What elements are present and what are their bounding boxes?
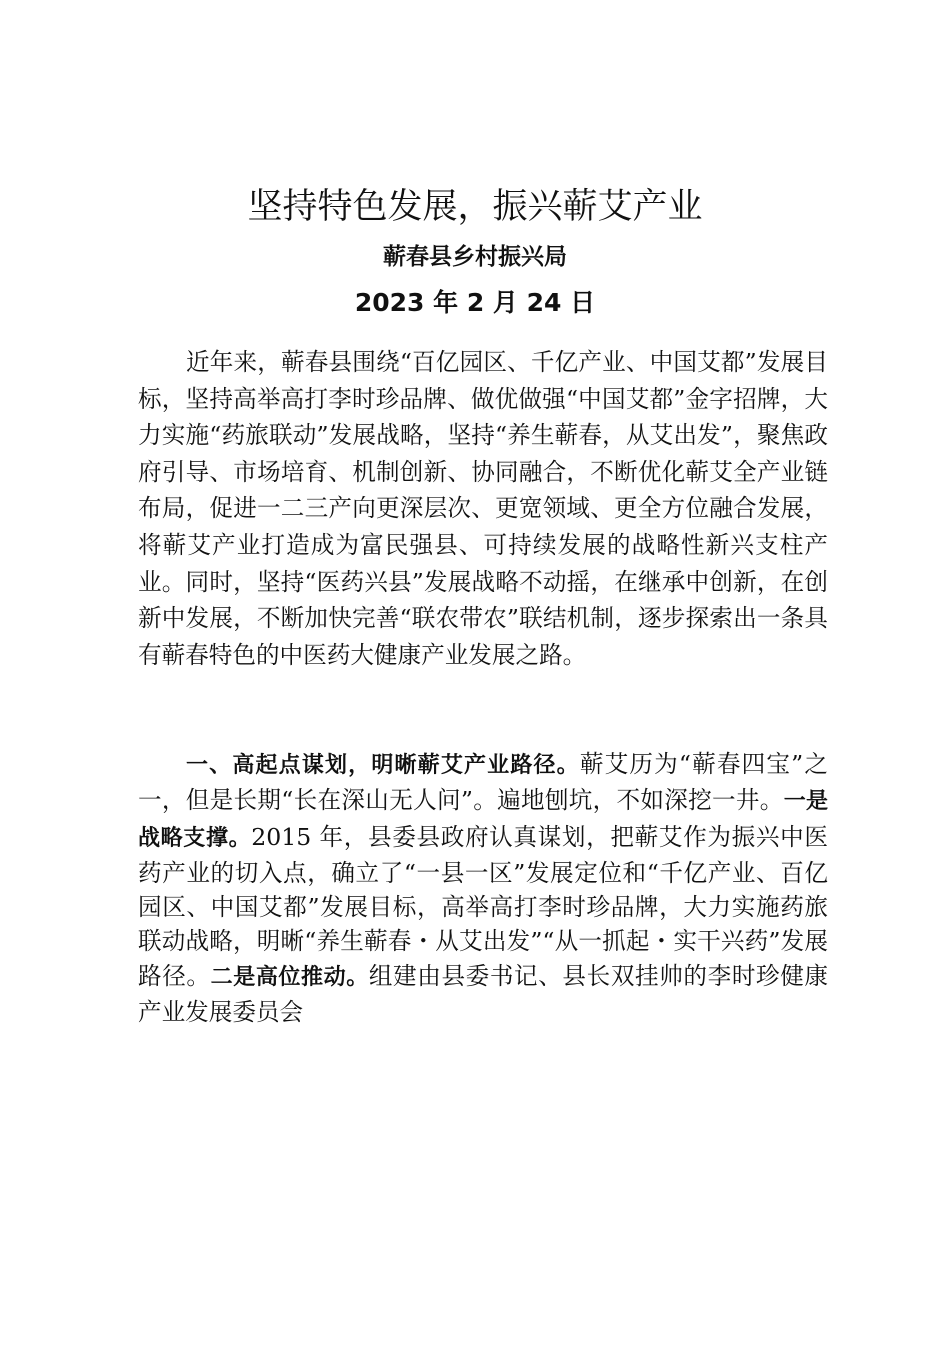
section-one-paragraph <box>138 747 828 1029</box>
section-one-text-a: 蕲艾历为“蕲春四宝”之一，但是长期“长在深山无人问”。遍地刨坑，不如深挖一井。 <box>138 750 828 815</box>
point-one-label: 一是战略支撑。 <box>138 789 828 851</box>
intro-paragraph: 近年来，蕲春县围绕“百亿园区、千亿产业、中国艾都”发展目标，坚持高举高打李时珍品牌、做优做强“中国艾都”金字招牌，大力实施“药旅联动”发展战略，坚持“养生蕲春，从艾出发”，聚焦政府引导、市场培育、机制创新、协同融合，不断优化蕲艾全产业链布局，促进一二三产向更深层次、更宽领域、更全方位融合发展，将蕲艾产业打造成为富民强县、可持续发展的战略性新兴支柱产业。同时，坚持“医药兴县”发展战略不动摇，在继承中创新，在创新中发展，不断加快完善“联农带农”联结机制，逐步探索出一条具有蕲春特色的中医药大健康产业发展之路。 <box>138 348 828 669</box>
section-one-heading: 一、高起点谋划，明晰蕲艾产业路径。 <box>186 753 580 778</box>
section-one-text-b: 2015 年，县委县政府认真谋划，把蕲艾作为振兴中医药产业的切入点，确立了“一县一区”发展定位和“千亿产业、百亿园区、中国艾都”发展目标，高举高打李时珍品牌，大力实施药旅联动战略，明晰“养生蕲春・从艾出发”“从一抓起・实干兴药”发展路径。 <box>138 822 828 990</box>
document-date: 2023 年 2 月 24 日 <box>354 288 596 317</box>
document-title: 坚持特色发展，振兴蕲艾产业 <box>247 187 703 227</box>
point-two-label: 二是高位推动。 <box>210 964 369 990</box>
issuing-organization: 蕲春县乡村振兴局 <box>383 244 567 270</box>
section-one-text-c: 组建由县委书记、县长双挂帅的李时珍健康产业发展委员会 <box>138 961 829 1027</box>
